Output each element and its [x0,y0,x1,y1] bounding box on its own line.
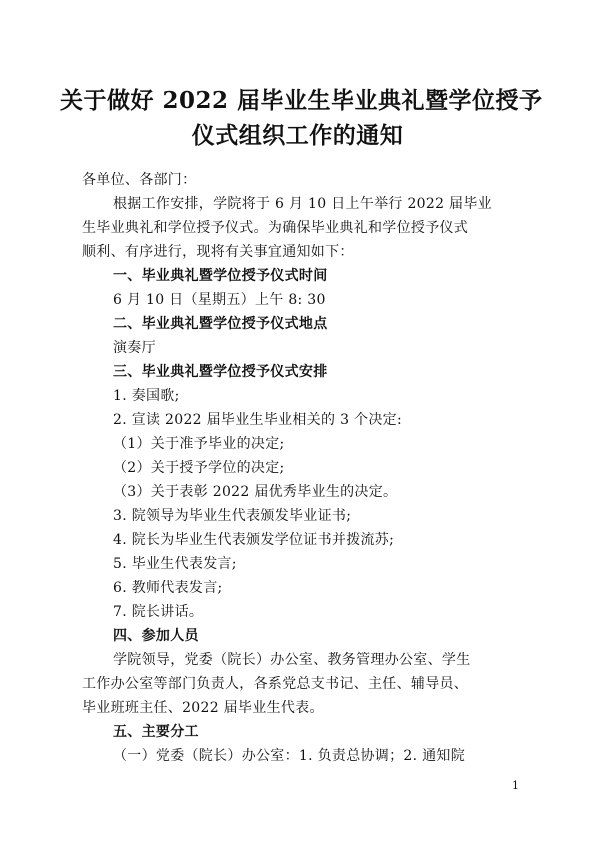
document-title-line-2: 仪式组织工作的通知 [191,122,404,149]
page-number: 1 [512,779,519,792]
section-4-body-line-2: 工作办公室等部门负责人，各系党总支书记、主任、辅导员、 [82,676,469,692]
section-4-body-line-1: 学院领导，党委（院长）办公室、教务管理办公室、学生 [113,652,471,668]
section-4-body-line-3: 毕业班班主任、2022 届毕业生代表。 [82,700,324,716]
salutation: 各单位、各部门： [82,172,197,188]
list-item: 3. 院领导为毕业生代表颁发毕业证书; [113,508,352,524]
section-2-body: 演奏厅 [113,340,156,356]
list-item: （2）关于授予学位的决定; [113,460,285,476]
section-5-heading: 五、主要分工 [113,724,199,740]
list-item: 4. 院长为毕业生代表颁发学位证书并拨流苏; [113,532,395,548]
section-2-heading: 二、毕业典礼暨学位授予仪式地点 [113,316,328,332]
list-item: （3）关于表彰 2022 届优秀毕业生的决定。 [113,484,398,500]
list-item: 7. 院长讲话。 [113,604,204,620]
intro-line-2: 生毕业典礼和学位授予仪式。为确保毕业典礼和学位授予仪式 [82,220,469,236]
document-title-line-1: 关于做好 2022 届毕业生毕业典礼暨学位授予 [60,87,543,114]
section-1-body: 6 月 10 日（星期五）上午 8: 30 [113,292,326,308]
list-item: 5. 毕业生代表发言; [113,556,237,572]
list-item: 6. 教师代表发言; [113,580,223,596]
intro-line-3: 顺利、有序进行，现将有关事宜通知如下： [82,244,354,260]
list-item: 2. 宣读 2022 届毕业生毕业相关的 3 个决定: [113,412,402,428]
section-1-heading: 一、毕业典礼暨学位授予仪式时间 [113,268,328,284]
list-item: （1）关于准予毕业的决定; [113,436,285,452]
section-4-heading: 四、参加人员 [113,628,199,644]
section-5-body: （一）党委（院长）办公室：1. 负责总协调；2. 通知院 [113,748,466,764]
intro-line-1: 根据工作安排，学院将于 6 月 10 日上午举行 2022 届毕业 [113,196,492,212]
list-item: 1. 奏国歌; [113,388,180,404]
section-3-heading: 三、毕业典礼暨学位授予仪式安排 [113,364,328,380]
